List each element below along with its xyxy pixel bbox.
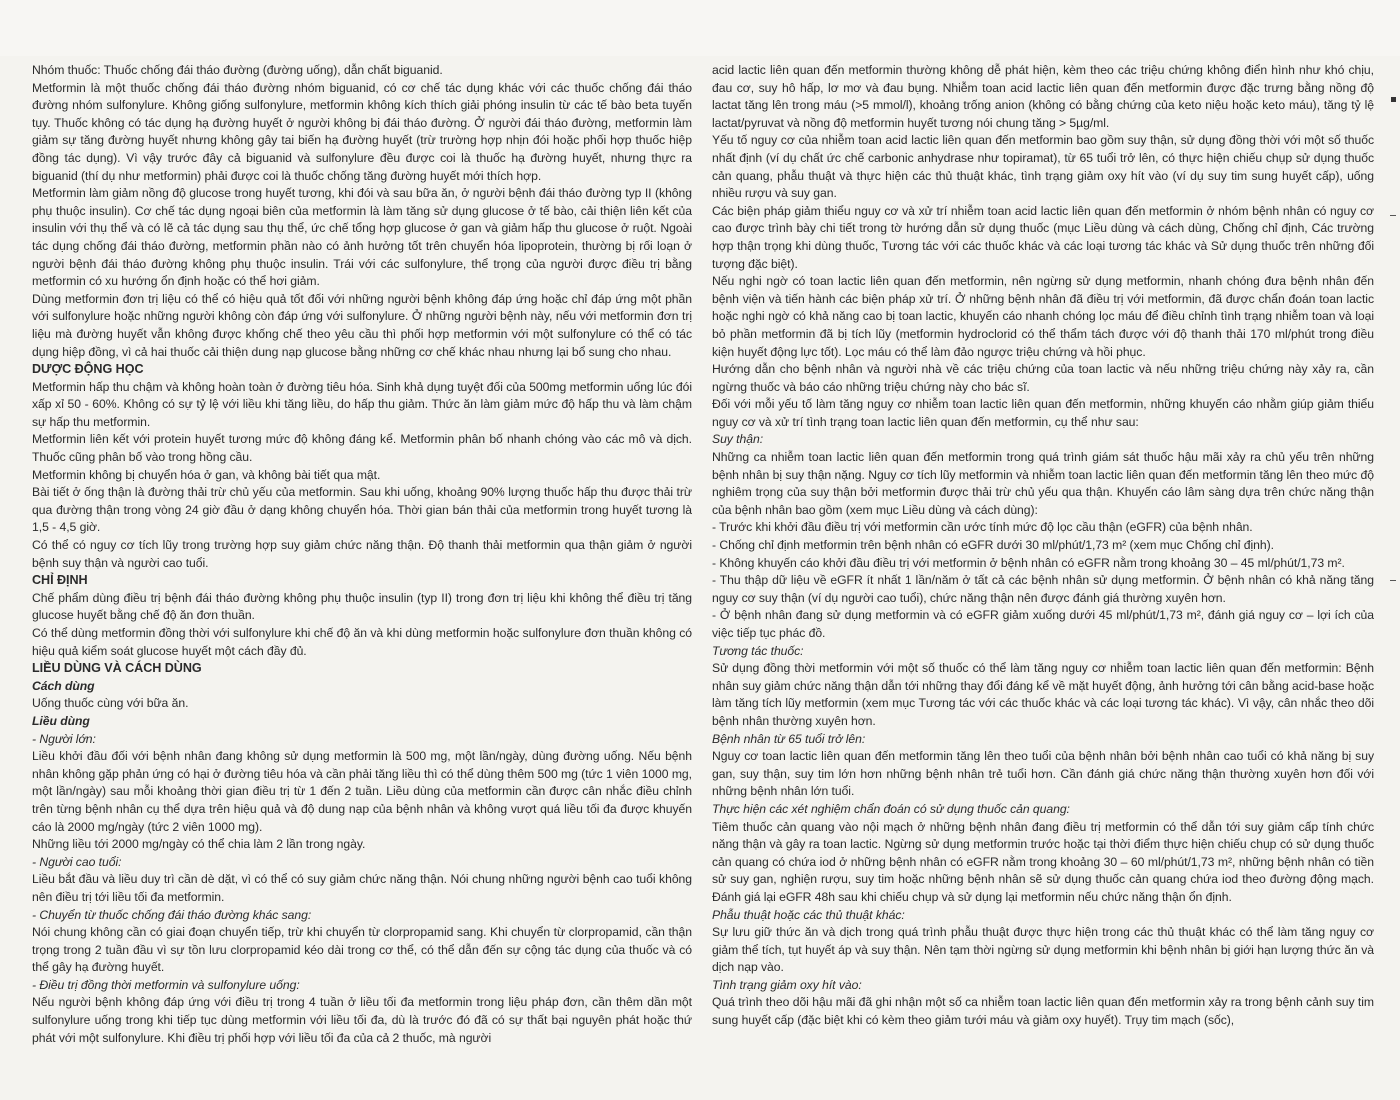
paragraph: Liều khởi đầu đối với bệnh nhân đang không sử dụng metformin là 500 mg, một lần/ngày, dùng đường uống. Nếu bệnh nhân không gặp phản ứng có hại ở đường tiêu hóa và cần phải tăng liều thì có thể dùng thêm 500 mg (tức 1 viên 1000 mg, một lần/ngày) sau mỗi khoảng thời gian điều trị từ 1 đến 2 tuần. Liều dùng của metformin cần được cân nhắc điều chỉnh trên từng bệnh nhân cụ thể dựa trên hiệu quả và độ dung nạp của bệnh nhân và không vượt quá liều tối đa được khuyến cáo là 2000 mg/ngày (tức 2 viên 1000 mg). bbox=[32, 749, 692, 834]
italic-label: Tình trạng giảm oxy hít vào: bbox=[712, 977, 862, 992]
paragraph: Các biện pháp giảm thiểu nguy cơ và xử trí nhiễm toan acid lactic liên quan đến metformin ở nhóm bệnh nhân có nguy cơ cao được trình bày chi tiết trong tờ hướng dẫn sử dụng thuốc (mục Liều dùng và cách dùng, Chống chỉ định, Các trường hợp thận trọng khi dùng thuốc, Tương tác với các thuốc khác và các loại tương tác khác và Sử dụng thuốc trên những đối tượng đặc biệt). bbox=[712, 203, 1374, 271]
paragraph: Metformin làm giảm nồng độ glucose trong huyết tương, khi đói và sau bữa ăn, ở người bệnh đái tháo đường typ II (không phụ thuộc insulin). Cơ chế tác dụng ngoại biên của metformin là làm tăng sử dụng glucose ở tế bào, cải thiện liên kết của insulin với thụ thể và có lẽ cả tác dụng sau thụ thể, ức chế tổng hợp glucose ở gan và giảm hấp thu glucose ở ruột. Ngoài tác dụng chống đái tháo đường, metformin phần nào có ảnh hưởng tốt trên chuyển hóa lipoprotein, thường bị rối loạn ở người bệnh đái tháo đường không phụ thuộc insulin. Trái với các sulfonylure, thể trọng của người được điều trị bằng metformin có xu hướng ổn định hoặc có thể hơi giảm. bbox=[32, 186, 692, 289]
italic-label: - Chuyển từ thuốc chống đái tháo đường khác sang: bbox=[32, 907, 312, 922]
paragraph: Có thể có nguy cơ tích lũy trong trường hợp suy giảm chức năng thận. Độ thanh thải metformin qua thận giảm ở người bệnh suy thận và người cao tuổi. bbox=[32, 538, 692, 570]
paragraph: Liều bắt đầu và liều duy trì cần dè dặt, vì có thể có suy giảm chức năng thận. Nói chung những người bệnh cao tuổi không nên điều trị tới liều tối đa metformin. bbox=[32, 872, 692, 904]
paragraph: - Thu thập dữ liệu về eGFR ít nhất 1 lần/năm ở tất cả các bệnh nhân sử dụng metformin. Ở bệnh nhân có khả năng tăng nguy cơ suy thận (ví dụ người cao tuổi), chức năng thận nên được đánh giá thường xuyên hơn. bbox=[712, 573, 1374, 605]
page-top-margin bbox=[0, 0, 1400, 56]
paragraph: Những liều tới 2000 mg/ngày có thể chia làm 2 lần trong ngày. bbox=[32, 837, 366, 852]
paragraph: Sử dụng đồng thời metformin với một số thuốc có thể làm tăng nguy cơ nhiễm toan lactic liên quan đến metformin: Bệnh nhân suy giảm chức năng thận dẫn tới những thay đổi đáng kể về mặt huyết động, ảnh hưởng tới cân bằng acid-base hoặc làm tăng tích lũy metformin (xem mục Tương tác với các thuốc khác và các loại tương tác khác). Vì vậy, cân nhắc theo dõi bệnh nhân thường xuyên hơn. bbox=[712, 661, 1374, 728]
paragraph: Yếu tố nguy cơ của nhiễm toan acid lactic liên quan đến metformin bao gồm suy thận, sử dụng đồng thời với một số thuốc nhất định (ví dụ chất ức chế carbonic anhydrase như topiramat), từ 65 tuổi trở lên, có thực hiện chiếu chụp sử dụng thuốc cản quang, phẫu thuật và thực hiện các thủ thuật khác, tình trạng giảm oxy hít vào (ví dụ suy tim sung huyết cấp), uống nhiều rượu và suy gan. bbox=[712, 133, 1374, 201]
paragraph: - Trước khi khởi đầu điều trị với metformin cần ước tính mức độ lọc cầu thận (eGFR) của bệnh nhân. bbox=[712, 520, 1253, 535]
paragraph: acid lactic liên quan đến metformin thường không dễ phát hiện, kèm theo các triệu chứng không điển hình như khó chịu, đau cơ, suy hô hấp, lơ mơ và đau bụng. Nhiễm toan acid lactic liên quan đến metformin được đặc trưng bằng nồng độ lactat tăng lên trong máu (>5 mmol/l), khoảng trống anion (không có bằng chứng của keto niệu hoặc keto máu), tăng tỷ lệ lactat/pyruvat và nồng độ metformin huyết tương nói chung tăng > 5µg/ml. bbox=[712, 63, 1374, 130]
italic-label: Tương tác thuốc: bbox=[712, 643, 804, 658]
paragraph: Bài tiết ở ống thận là đường thải trừ chủ yếu của metformin. Sau khi uống, khoảng 90% lượng thuốc hấp thu được thải trừ qua đường thận trong vòng 24 giờ đầu ở dạng không chuyển hóa. Thời gian bán thải của metformin trong huyết tương là 1,5 - 4,5 giờ. bbox=[32, 485, 692, 535]
paragraph: Metformin hấp thu chậm và không hoàn toàn ở đường tiêu hóa. Sinh khả dụng tuyệt đối của 500mg metformin uống lúc đói xấp xỉ 50 - 60%. Không có sự tỷ lệ với liều khi tăng liều, do hấp thu giảm. Thức ăn làm giảm mức độ hấp thu và làm chậm sự hấp thu metformin. bbox=[32, 379, 692, 429]
paragraph: Quá trình theo dõi hậu mãi đã ghi nhận một số ca nhiễm toan lactic liên quan đến metformin xảy ra trong bệnh cảnh suy tim sung huyết cấp (đặc biệt khi có kèm theo giảm tưới máu và giảm oxy huyết). Trụy tim mạch (sốc), bbox=[712, 995, 1374, 1028]
paragraph: Metformin là một thuốc chống đái tháo đường nhóm biguanid, có cơ chế tác dụng khác với các thuốc chống đái tháo đường nhóm sulfonylure. Không giống sulfonylure, metformin không kích thích giải phóng insulin từ các tế bào beta tuyến tụy. Thuốc không có tác dụng hạ đường huyết ở người không bị đái tháo đường. Ở người đái tháo đường, metformin làm giảm sự tăng đường huyết nhưng không gây tai biến hạ đường huyết (trừ trường hợp nhịn đói hoặc phối hợp thuốc hiệp đồng tác dụng). Vì vậy trước đây cả biguanid và sulfonylure đều được coi là thuốc hạ đường huyết, nhưng thực ra biguanid (thí dụ như metformin) phải được coi là thuốc chống tăng đường huyết mới thích hợp. bbox=[32, 80, 692, 183]
italic-label: Suy thận: bbox=[712, 432, 764, 447]
paragraph: Đối với mỗi yếu tố làm tăng nguy cơ nhiễm toan lactic liên quan đến metformin, những khuyến cáo nhằm giúp giảm thiểu nguy cơ và xử trí tình trạng toan lactic liên quan đến metformin, cụ thể như sau: bbox=[712, 397, 1374, 429]
paragraph: Hướng dẫn cho bệnh nhân và người nhà về các triệu chứng của toan lactic và nếu những triệu chứng này xảy ra, cần ngừng thuốc và báo cáo những triệu chứng này cho bác sĩ. bbox=[712, 362, 1374, 394]
subsection-heading: Liều dùng bbox=[32, 713, 90, 728]
section-heading: LIỀU DÙNG VÀ CÁCH DÙNG bbox=[32, 661, 202, 676]
paragraph: Metformin không bị chuyển hóa ở gan, và không bài tiết qua mật. bbox=[32, 467, 381, 482]
right-text-column bbox=[712, 62, 1374, 1100]
left-text-column bbox=[32, 62, 692, 1100]
italic-label: Bệnh nhân từ 65 tuổi trở lên: bbox=[712, 731, 866, 746]
italic-label: - Người cao tuổi: bbox=[32, 854, 122, 869]
page-edge-tick bbox=[1390, 215, 1396, 216]
paragraph: Sự lưu giữ thức ăn và dịch trong quá trình phẫu thuật được thực hiện trong các thủ thuật khác có thể làm tăng nguy cơ giảm thể tích, tụt huyết áp và suy thận. Nên tạm thời ngừng sử dụng metformin khi bệnh nhân bị giới hạn lượng thức ăn và dịch nạp vào. bbox=[712, 925, 1374, 975]
paragraph: Có thể dùng metformin đồng thời với sulfonylure khi chế độ ăn và khi dùng metformin hoặc sulfonylure đơn thuần không có hiệu quả kiểm soát glucose huyết một cách đầy đủ. bbox=[32, 626, 692, 658]
section-heading: DƯỢC ĐỘNG HỌC bbox=[32, 362, 144, 377]
italic-label: - Điều trị đồng thời metformin và sulfonylure uống: bbox=[32, 977, 300, 992]
paragraph: Nếu người bệnh không đáp ứng với điều trị trong 4 tuần ở liều tối đa metformin trong liệu pháp đơn, cần thêm dần một sulfonylure uống trong khi tiếp tục dùng metformin với liều tối đa, dù là trước đó đã có sự thất bại nguyên phát hoặc thứ phát với một sulfonylure. Khi điều trị phối hợp với liều tối đa của cả 2 thuốc, mà người bbox=[32, 995, 692, 1045]
page-edge-tick bbox=[1390, 580, 1396, 581]
italic-label: - Người lớn: bbox=[32, 731, 96, 746]
paragraph: Những ca nhiễm toan lactic liên quan đến metformin trong quá trình giám sát thuốc hậu mãi xảy ra chủ yếu trên những bệnh nhân bị suy thận nặng. Nguy cơ tích lũy metformin và nhiễm toan lactic liên quan đến metformin tăng lên theo mức độ nghiêm trọng của suy thận bởi metformin được thải trừ chủ yếu qua thận. Khuyến cáo lâm sàng dựa trên chức năng thận của bệnh nhân bao gồm (xem mục Liều dùng và cách dùng): bbox=[712, 450, 1374, 517]
paragraph: - Không khuyến cáo khởi đầu điều trị với metformin ở bệnh nhân có eGFR nằm trong khoảng 30 – 45 ml/phút/1,73 m². bbox=[712, 555, 1345, 570]
section-heading: CHỈ ĐỊNH bbox=[32, 573, 88, 588]
italic-label: Phẫu thuật hoặc các thủ thuật khác: bbox=[712, 907, 905, 922]
paragraph: Metformin liên kết với protein huyết tương mức độ không đáng kể. Metformin phân bố nhanh chóng vào các mô và dịch. Thuốc cũng phân bố vào trong hồng cầu. bbox=[32, 432, 692, 465]
paragraph: Chế phẩm dùng điều trị bệnh đái tháo đường không phụ thuộc insulin (typ II) trong đơn trị liệu khi không thể điều trị tăng glucose huyết bằng chế độ ăn đơn thuần. bbox=[32, 590, 692, 623]
italic-label: Thực hiện các xét nghiệm chẩn đoán có sử dụng thuốc cản quang: bbox=[712, 801, 1070, 816]
paragraph: Nguy cơ toan lactic liên quan đến metformin tăng lên theo tuổi của bệnh nhân bởi bệnh nhân cao tuổi có khả năng bị suy gan, suy thận, suy tim lớn hơn những bệnh nhân trẻ tuổi hơn. Cần đánh giá chức năng thận thường xuyên hơn đối với những bệnh nhân lớn tuổi. bbox=[712, 749, 1374, 799]
paragraph: Tiêm thuốc cản quang vào nội mạch ở những bệnh nhân đang điều trị metformin có thể dẫn tới suy giảm cấp tính chức năng thận và gây ra toan lactic. Ngừng sử dụng metformin trước hoặc tại thời điểm thực hiện chiếu chụp có sử dụng thuốc cản quang có chứa iod ở những bệnh nhân có eGFR nằm trong khoảng 30 – 60 ml/phút/1,73 m², những bệnh nhân có tiền sử suy gan, nghiện rượu, suy tim hoặc những bệnh nhân sẽ sử dụng thuốc cản quang chứa iod theo đường động mạch. Đánh giá lại eGFR 48h sau khi chiếu chụp và sử dụng lại metformin nếu chức năng thận ổn định. bbox=[712, 819, 1374, 904]
paragraph: Uống thuốc cùng với bữa ăn. bbox=[32, 696, 189, 711]
paragraph: Nói chung không cần có giai đoạn chuyển tiếp, trừ khi chuyển từ clorpropamid sang. Khi chuyển từ clorpropamid, cần thận trọng trong 2 tuần đầu vì sự tồn lưu clorpropamid kéo dài trong cơ thể, có thể dẫn đến sự cộng tác dụng của thuốc và có thể gây hạ đường huyết. bbox=[32, 925, 692, 975]
paragraph: Dùng metformin đơn trị liệu có thể có hiệu quả tốt đối với những người bệnh không đáp ứng hoặc chỉ đáp ứng một phần với sulfonylure hoặc những người không còn đáp ứng với sulfonylure. Ở những người bệnh này, nếu với metformin đơn trị liệu mà đường huyết vẫn không được khống chế theo yêu cầu thì phối hợp metformin với một sulfonylure có thể có tác dụng hiệp đồng, vì cả hai thuốc cải thiện dung nạp glucose bằng những cơ chế khác nhau nhưng lại bổ sung cho nhau. bbox=[32, 291, 692, 359]
subsection-heading: Cách dùng bbox=[32, 678, 95, 693]
paragraph: - Chống chỉ định metformin trên bệnh nhân có eGFR dưới 30 ml/phút/1,73 m² (xem mục Chống chỉ định). bbox=[712, 538, 1274, 553]
page-edge-mark bbox=[1391, 97, 1396, 102]
paragraph: - Ở bệnh nhân đang sử dụng metformin và có eGFR giảm xuống dưới 45 ml/phút/1,73 m², đánh giá nguy cơ – lợi ích của việc tiếp tục phác đồ. bbox=[712, 608, 1374, 640]
paragraph: Nếu nghi ngờ có toan lactic liên quan đến metformin, nên ngừng sử dụng metformin, nhanh chóng đưa bệnh nhân đến bệnh viện và tiến hành các biện pháp xử trí. Ở những bệnh nhân đã điều trị với metformin, đã được chẩn đoán toan lactic hoặc nghi ngờ có khả năng cao bị toan lactic, khuyến cáo nhanh chóng lọc máu để điều chỉnh tình trạng nhiễm toan và loại bỏ phần metformin đã bị tích lũy (metformin hydroclorid có thể thẩm tách được với độ thanh thải 170 ml/phút trong điều kiện huyết động lực tốt). Lọc máu có thể làm đảo ngược triệu chứng và hồi phục. bbox=[712, 274, 1374, 359]
paragraph: Nhóm thuốc: Thuốc chống đái tháo đường (đường uống), dẫn chất biguanid. bbox=[32, 63, 443, 77]
